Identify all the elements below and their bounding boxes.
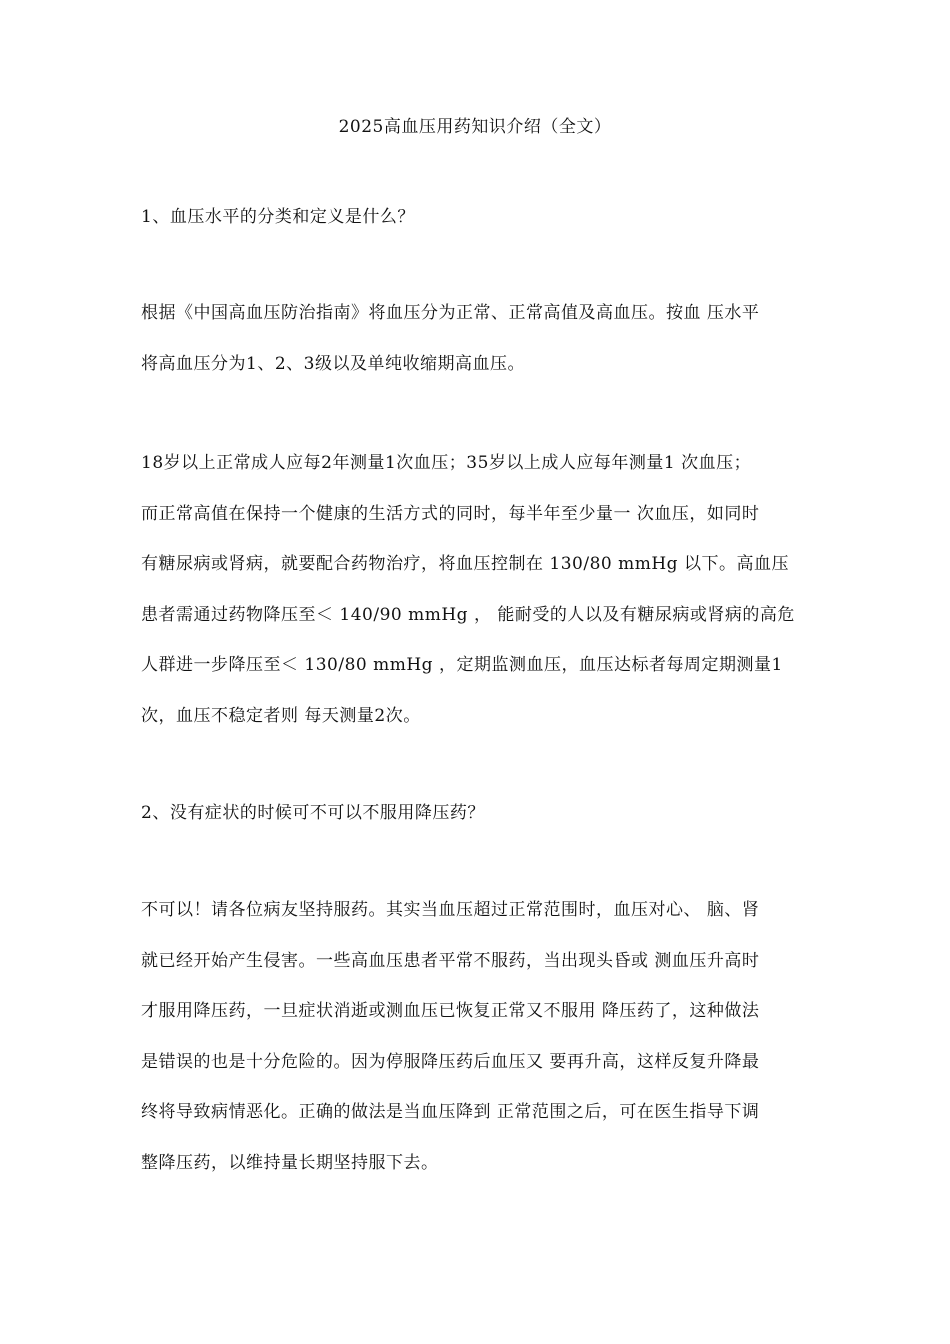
document-title: 2025高血压用药知识介绍（全文）: [338, 117, 612, 137]
section-1-paragraph-2: [141, 438, 831, 741]
paragraph-line: 就已经开始产生侵害。一些高血压患者平常不服药，当出现头昏或 测血压升高时: [141, 950, 760, 971]
paragraph-line: 将高血压分为1、2、3级以及单纯收缩期高血压。: [141, 353, 525, 374]
paragraph-line: 次，血压不稳定者则 每天测量2次。: [141, 705, 421, 726]
paragraph-line: 有糖尿病或肾病，就要配合药物治疗，将血压控制在 130/80 mmHg 以下。高血压: [141, 554, 789, 574]
paragraph-line: 患者需通过药物降压至＜ 140/90 mmHg ， 能耐受的人以及有糖尿病或肾病的高危: [141, 604, 795, 625]
paragraph-line: 而正常高值在保持一个健康的生活方式的同时，每半年至少量一 次血压，如同时: [141, 503, 760, 524]
paragraph-line: 是错误的也是十分危险的。因为停服降压药后血压又 要再升高，这样反复升降最: [141, 1051, 760, 1072]
section-2-paragraph-1: [141, 885, 831, 1188]
section-1-paragraph-1: [141, 288, 831, 389]
paragraph-line: 18岁以上正常成人应每2年测量1次血压；35岁以上成人应每年测量1 次血压；: [141, 453, 752, 473]
paragraph-line: 才服用降压药，一旦症状消逝或测血压已恢复正常又不服用 降压药了，这种做法: [141, 1001, 760, 1021]
paragraph-line: 人群进一步降压至＜ 130/80 mmHg ，定期监测血压，血压达标者每周定期测量1: [141, 655, 783, 675]
paragraph-line: 根据《中国高血压防治指南》将血压分为正常、正常高值及高血压。按血 压水平: [141, 303, 760, 323]
section-1-heading: 1、血压水平的分类和定义是什么？: [141, 207, 415, 227]
section-2-heading: 2、没有症状的时候可不可以不服用降压药？: [141, 803, 485, 823]
paragraph-line: 终将导致病情恶化。正确的做法是当血压降到 正常范围之后，可在医生指导下调: [141, 1102, 760, 1122]
paragraph-line: 整降压药，以维持量长期坚持服下去。: [141, 1152, 439, 1173]
paragraph-line: 不可以！请各位病友坚持服药。其实当血压超过正常范围时，血压对心、 脑、肾: [141, 900, 760, 920]
